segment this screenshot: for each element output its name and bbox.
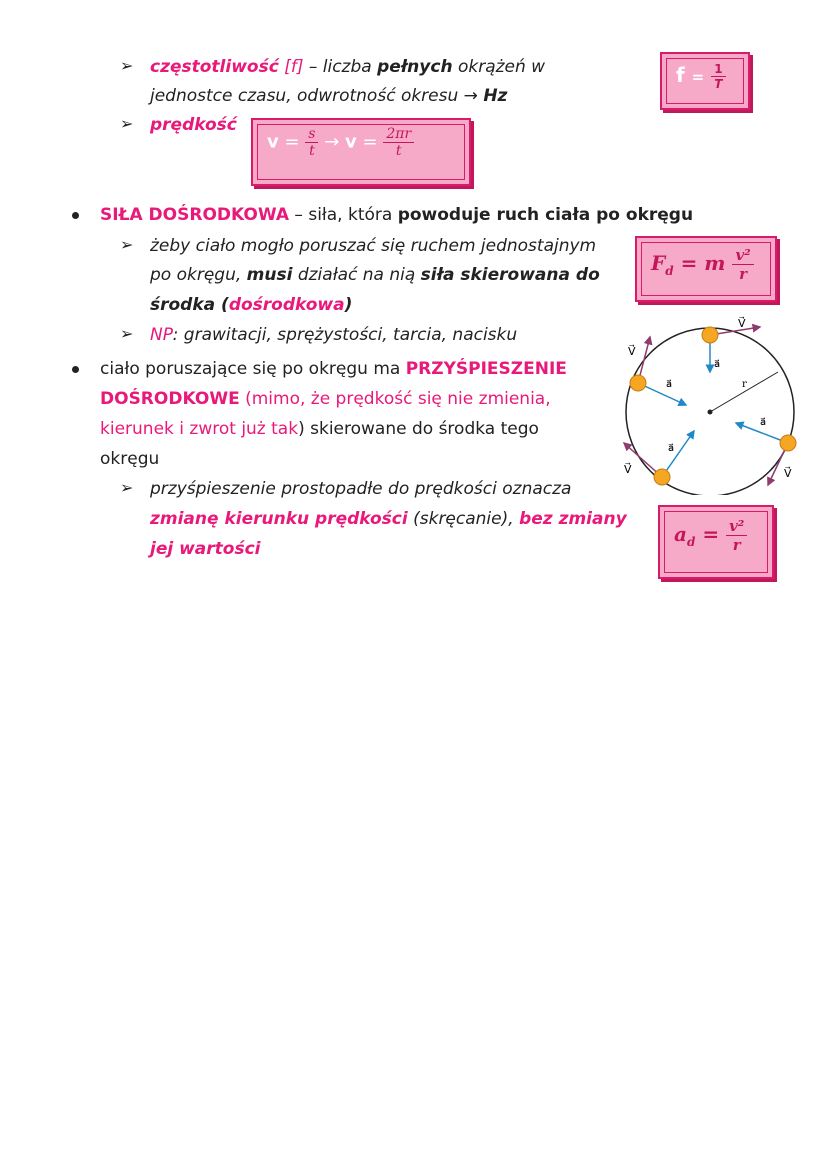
bullet-arrow: ➢ bbox=[120, 324, 134, 343]
cf-line3-bold: środka ( bbox=[150, 295, 229, 315]
svg-text:a⃗: a⃗ bbox=[668, 443, 675, 454]
frequency-desc2: okrążeń w bbox=[457, 57, 546, 77]
acc-line2 bbox=[100, 388, 551, 410]
velocity-formula bbox=[267, 126, 414, 159]
acceleration-formula bbox=[674, 517, 747, 554]
acc-sub-line2 bbox=[150, 508, 627, 530]
acc-sub-pink2: bez zmiany bbox=[519, 509, 627, 529]
cf-line3-end: ) bbox=[344, 295, 353, 315]
acc-sub-mid: (skręcanie), bbox=[407, 509, 520, 529]
cf-line3-pink: dośrodkowa bbox=[228, 295, 345, 315]
velocity-formula-box bbox=[251, 118, 471, 186]
frequency-desc-bold: pełnych bbox=[377, 57, 453, 77]
acc-den: r bbox=[732, 536, 741, 554]
force-lhs: F bbox=[651, 251, 666, 275]
acc-line2-rest: (mimo, że prędkość się nie zmienia, bbox=[239, 389, 551, 409]
centripetal-force-heading-line bbox=[100, 204, 693, 226]
frequency-den: T bbox=[714, 77, 723, 91]
centripetal-force-heading: SIŁA DOŚRODKOWA bbox=[100, 205, 290, 225]
acc-line2-pink: DOŚRODKOWE bbox=[100, 389, 240, 409]
cf-bullet1-line2 bbox=[150, 264, 600, 286]
frequency-term: częstotliwość bbox=[150, 57, 279, 77]
acc-sub: d bbox=[686, 535, 696, 549]
cf-np-text: : grawitacji, sprężystości, tarcia, nacisku bbox=[172, 325, 518, 345]
frequency-dash: – bbox=[308, 57, 318, 77]
body-left bbox=[630, 375, 646, 391]
velocity-arrow: → bbox=[324, 131, 340, 153]
cf-bullet2 bbox=[150, 324, 517, 346]
force-formula bbox=[651, 246, 754, 283]
svg-text:V⃗: V⃗ bbox=[738, 317, 746, 330]
acc-line1-pink: PRZYŚPIESZENIE bbox=[405, 359, 567, 379]
acc-line1 bbox=[100, 358, 567, 380]
cf-bullet1-line1: żeby ciało mogło poruszać się ruchem jednostajnym bbox=[150, 236, 597, 256]
frequency-line2-text: jednostce czasu, odwrotność okresu → bbox=[150, 86, 484, 106]
velocity-v2: v bbox=[345, 131, 357, 153]
frequency-num: 1 bbox=[711, 62, 725, 77]
velocity-v1: v bbox=[267, 131, 279, 153]
svg-text:a⃗: a⃗ bbox=[760, 417, 767, 428]
force-sub: d bbox=[665, 264, 674, 278]
frequency-lhs: f bbox=[676, 63, 685, 87]
bullet-arrow: ➢ bbox=[120, 114, 134, 133]
frequency-formula bbox=[676, 62, 726, 91]
centripetal-force-bold: powoduje ruch ciała po okręgu bbox=[397, 205, 694, 225]
acc-num: v² bbox=[726, 517, 747, 536]
frequency-eq: = bbox=[691, 68, 705, 86]
acc-eq: = bbox=[702, 522, 720, 546]
acc-line3 bbox=[100, 418, 539, 440]
frequency-formula-box bbox=[660, 52, 750, 110]
acc-sub-line3: jej wartości bbox=[150, 539, 261, 559]
svg-text:a⃗: a⃗ bbox=[714, 359, 721, 370]
frequency-line-1 bbox=[150, 56, 545, 78]
body-right bbox=[780, 435, 796, 451]
force-num: v² bbox=[732, 246, 753, 265]
velocity-num1: s bbox=[305, 126, 318, 143]
centripetal-force-dash: – siła, która bbox=[289, 205, 398, 225]
bullet-dot bbox=[72, 212, 79, 219]
cf-np: NP bbox=[150, 325, 173, 345]
velocity-eq1: = bbox=[284, 131, 300, 153]
force-formula-box bbox=[635, 236, 777, 302]
body-top bbox=[702, 327, 718, 343]
acc-lhs: a bbox=[674, 522, 687, 546]
velocity-num2: 2πr bbox=[383, 126, 414, 143]
frequency-symbol: [f] bbox=[284, 57, 304, 77]
cf-line2a: po okręgu, bbox=[150, 265, 247, 285]
bullet-arrow: ➢ bbox=[120, 56, 134, 75]
svg-text:V⃗: V⃗ bbox=[784, 467, 792, 480]
acceleration-formula-box bbox=[658, 505, 774, 579]
velocity-den1: t bbox=[309, 143, 315, 159]
acc-line3-pink: kierunek i zwrot już tak bbox=[100, 419, 299, 439]
velocity-term: prędkość bbox=[150, 115, 237, 135]
svg-text:a⃗: a⃗ bbox=[666, 379, 673, 390]
force-den: r bbox=[739, 265, 748, 283]
acc-line4: okręgu bbox=[100, 449, 160, 469]
velocity-eq2: = bbox=[362, 131, 378, 153]
circular-motion-diagram bbox=[610, 315, 810, 495]
frequency-desc1: liczba bbox=[322, 57, 372, 77]
acc-sub-pink: zmianę kierunku prędkości bbox=[150, 509, 408, 529]
acc-line3-rest: ) skierowane do środka tego bbox=[298, 419, 539, 439]
body-bottom bbox=[654, 469, 670, 485]
acc-line1a: ciało poruszające się po okręgu ma bbox=[100, 359, 406, 379]
frequency-line-2 bbox=[150, 85, 507, 107]
radius-line bbox=[710, 372, 778, 412]
cf-bullet1-line3 bbox=[150, 294, 352, 316]
svg-text:V⃗: V⃗ bbox=[624, 463, 632, 476]
force-m: m bbox=[704, 251, 726, 275]
cf-must: musi bbox=[246, 265, 293, 285]
radius-label: r bbox=[742, 379, 747, 390]
svg-text:V⃗: V⃗ bbox=[628, 345, 636, 358]
velocity-den2: t bbox=[395, 143, 402, 159]
cf-bold: siła skierowana do bbox=[420, 265, 600, 285]
acc-sub-line1: przyśpieszenie prostopadłe do prędkości oznacza bbox=[150, 479, 572, 499]
cf-line2b: działać na nią bbox=[292, 265, 421, 285]
bullet-arrow: ➢ bbox=[120, 478, 134, 497]
bullet-dot bbox=[72, 366, 79, 373]
bullet-arrow: ➢ bbox=[120, 235, 134, 254]
frequency-unit: Hz bbox=[483, 86, 508, 106]
force-eq: = bbox=[680, 251, 698, 275]
